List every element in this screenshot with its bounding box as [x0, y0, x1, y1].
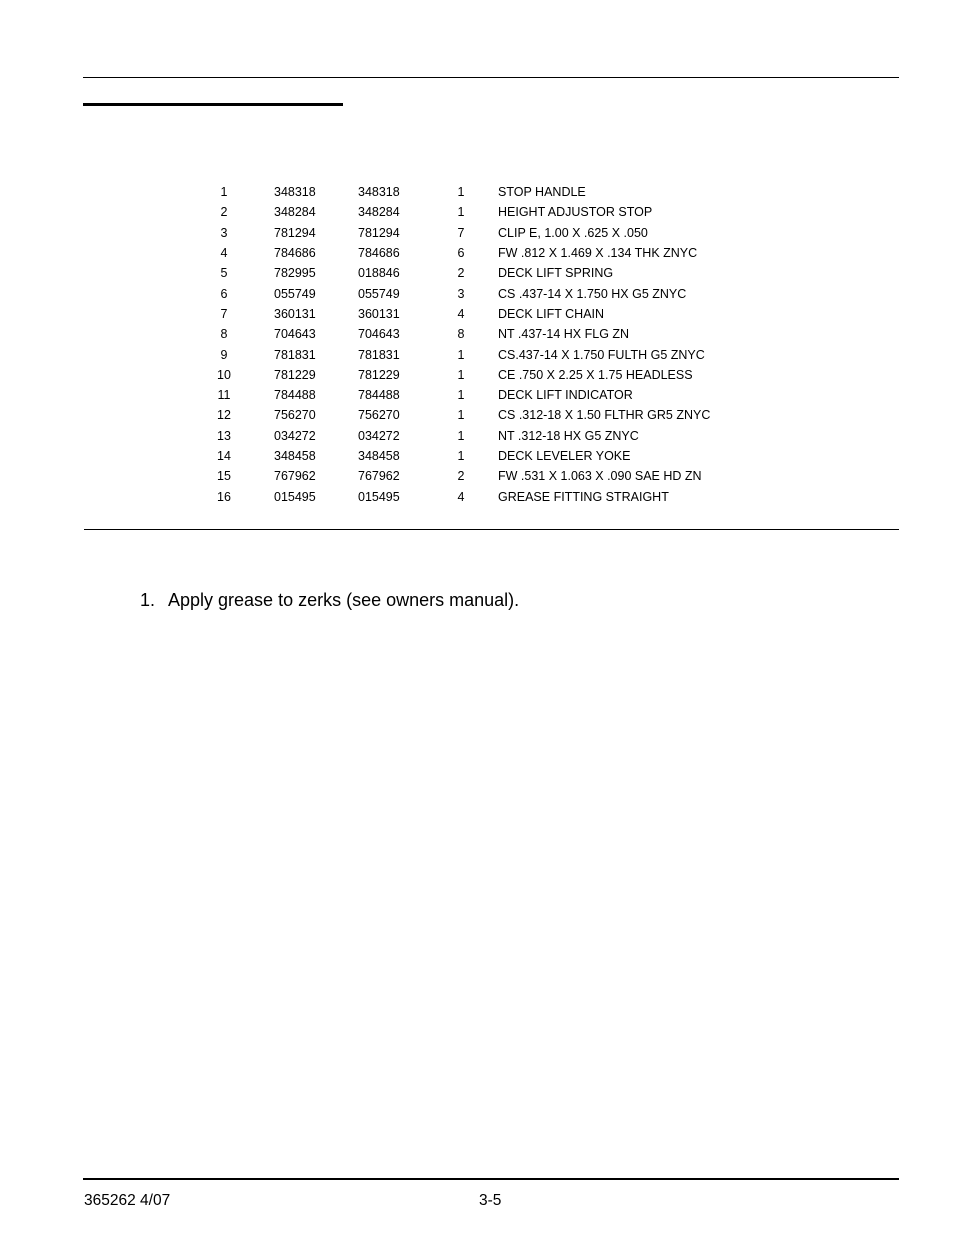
- page-number: 3-5: [479, 1192, 502, 1209]
- cell-description: CLIP E, 1.00 X .625 X .050: [498, 225, 648, 240]
- cell-ref-number: 10: [217, 367, 231, 382]
- table-row: [200, 202, 720, 222]
- cell-alt-part-number: 767962: [358, 469, 400, 484]
- table-row: [200, 243, 720, 263]
- table-row: [200, 344, 720, 364]
- document-number: 365262 4/07: [84, 1192, 171, 1209]
- cell-quantity: 1: [457, 449, 465, 463]
- cell-description: NT .437-14 HX FLG ZN: [498, 327, 630, 342]
- cell-quantity: 6: [457, 246, 465, 261]
- cell-quantity: 7: [457, 225, 465, 240]
- table-row: [200, 304, 720, 324]
- cell-description: DECK LIFT SPRING: [498, 266, 614, 281]
- cell-quantity: 4: [457, 489, 465, 504]
- cell-alt-part-number: 348458: [358, 449, 400, 463]
- table-row: [200, 263, 720, 283]
- cell-part-number: 781229: [274, 367, 316, 382]
- footer-rule: [83, 1178, 899, 1180]
- cell-ref-number: 2: [220, 205, 228, 220]
- cell-quantity: 3: [457, 286, 465, 301]
- cell-ref-number: 1: [220, 185, 228, 200]
- cell-part-number: 756270: [274, 408, 316, 423]
- cell-alt-part-number: 055749: [358, 286, 400, 301]
- cell-description: DECK LIFT INDICATOR: [498, 388, 633, 403]
- cell-ref-number: 3: [220, 225, 228, 240]
- cell-ref-number: 15: [217, 469, 231, 484]
- cell-part-number: 360131: [274, 306, 316, 321]
- cell-ref-number: 9: [220, 347, 228, 362]
- cell-alt-part-number: 348318: [358, 185, 400, 200]
- cell-part-number: 348458: [274, 449, 316, 463]
- cell-quantity: 1: [457, 367, 465, 382]
- cell-ref-number: 5: [220, 266, 228, 281]
- cell-alt-part-number: 704643: [358, 327, 400, 342]
- cell-ref-number: 16: [217, 489, 231, 504]
- table-row: [200, 466, 720, 486]
- table-row: [200, 426, 720, 446]
- cell-quantity: 4: [457, 306, 465, 321]
- cell-ref-number: 4: [220, 246, 228, 261]
- cell-description: DECK LEVELER YOKE: [498, 449, 631, 463]
- cell-quantity: 1: [457, 347, 465, 362]
- cell-description: GREASE FITTING STRAIGHT: [498, 489, 669, 504]
- table-row: [200, 486, 720, 506]
- cell-description: STOP HANDLE: [498, 185, 586, 200]
- cell-ref-number: 8: [220, 327, 228, 342]
- cell-alt-part-number: 348284: [358, 205, 400, 220]
- cell-alt-part-number: 781294: [358, 225, 400, 240]
- table-bottom-rule: [84, 529, 899, 530]
- cell-alt-part-number: 018846: [358, 266, 400, 281]
- cell-quantity: 1: [457, 185, 465, 200]
- cell-description: CE .750 X 2.25 X 1.75 HEADLESS: [498, 367, 693, 382]
- cell-quantity: 8: [457, 327, 465, 342]
- cell-description: NT .312-18 HX G5 ZNYC: [498, 428, 639, 443]
- instruction-text: Apply grease to zerks (see owners manual).: [168, 590, 520, 610]
- cell-alt-part-number: 034272: [358, 428, 400, 443]
- cell-alt-part-number: 781831: [358, 347, 400, 362]
- table-row: [200, 446, 720, 466]
- table-row: [200, 324, 720, 344]
- parts-table-body: [200, 182, 720, 507]
- cell-part-number: 348284: [274, 205, 316, 220]
- parts-table: [200, 182, 720, 507]
- cell-ref-number: 14: [217, 449, 231, 463]
- cell-ref-number: 12: [217, 408, 231, 423]
- instruction-item: [140, 590, 519, 611]
- cell-part-number: 781831: [274, 347, 316, 362]
- cell-description: FW .812 X 1.469 X .134 THK ZNYC: [498, 246, 698, 261]
- cell-alt-part-number: 015495: [358, 489, 400, 504]
- header-rule: [83, 77, 899, 78]
- cell-alt-part-number: 756270: [358, 408, 400, 423]
- cell-quantity: 1: [457, 205, 465, 220]
- table-row: [200, 283, 720, 303]
- cell-description: CS .312-18 X 1.50 FLTHR GR5 ZNYC: [498, 408, 711, 423]
- cell-part-number: 055749: [274, 286, 316, 301]
- cell-description: FW .531 X 1.063 X .090 SAE HD ZN: [498, 469, 702, 484]
- cell-alt-part-number: 360131: [358, 306, 400, 321]
- cell-part-number: 781294: [274, 225, 316, 240]
- cell-ref-number: 6: [220, 286, 228, 301]
- cell-quantity: 1: [457, 408, 465, 423]
- cell-ref-number: 7: [220, 306, 228, 321]
- cell-description: DECK LIFT CHAIN: [498, 306, 605, 321]
- cell-part-number: 348318: [274, 185, 316, 200]
- cell-part-number: 034272: [274, 428, 316, 443]
- cell-part-number: 767962: [274, 469, 316, 484]
- cell-alt-part-number: 784488: [358, 388, 400, 403]
- cell-quantity: 2: [457, 266, 465, 281]
- cell-quantity: 2: [457, 469, 465, 484]
- cell-quantity: 1: [457, 428, 465, 443]
- table-row: [200, 365, 720, 385]
- cell-part-number: 784686: [274, 246, 316, 261]
- cell-quantity: 1: [457, 388, 465, 403]
- cell-part-number: 704643: [274, 327, 316, 342]
- table-row: [200, 385, 720, 405]
- cell-ref-number: 11: [217, 388, 231, 403]
- cell-alt-part-number: 784686: [358, 246, 400, 261]
- cell-alt-part-number: 781229: [358, 367, 400, 382]
- heading-underline: [83, 103, 343, 106]
- cell-description: HEIGHT ADJUSTOR STOP: [498, 205, 653, 220]
- table-row: [200, 182, 720, 202]
- cell-ref-number: 13: [217, 428, 231, 443]
- table-row: [200, 223, 720, 243]
- cell-part-number: 015495: [274, 489, 316, 504]
- instruction-number: 1.: [140, 590, 156, 610]
- cell-description: CS.437-14 X 1.750 FULTH G5 ZNYC: [498, 347, 705, 362]
- cell-part-number: 782995: [274, 266, 316, 281]
- table-row: [200, 405, 720, 425]
- cell-part-number: 784488: [274, 388, 316, 403]
- cell-description: CS .437-14 X 1.750 HX G5 ZNYC: [498, 286, 687, 301]
